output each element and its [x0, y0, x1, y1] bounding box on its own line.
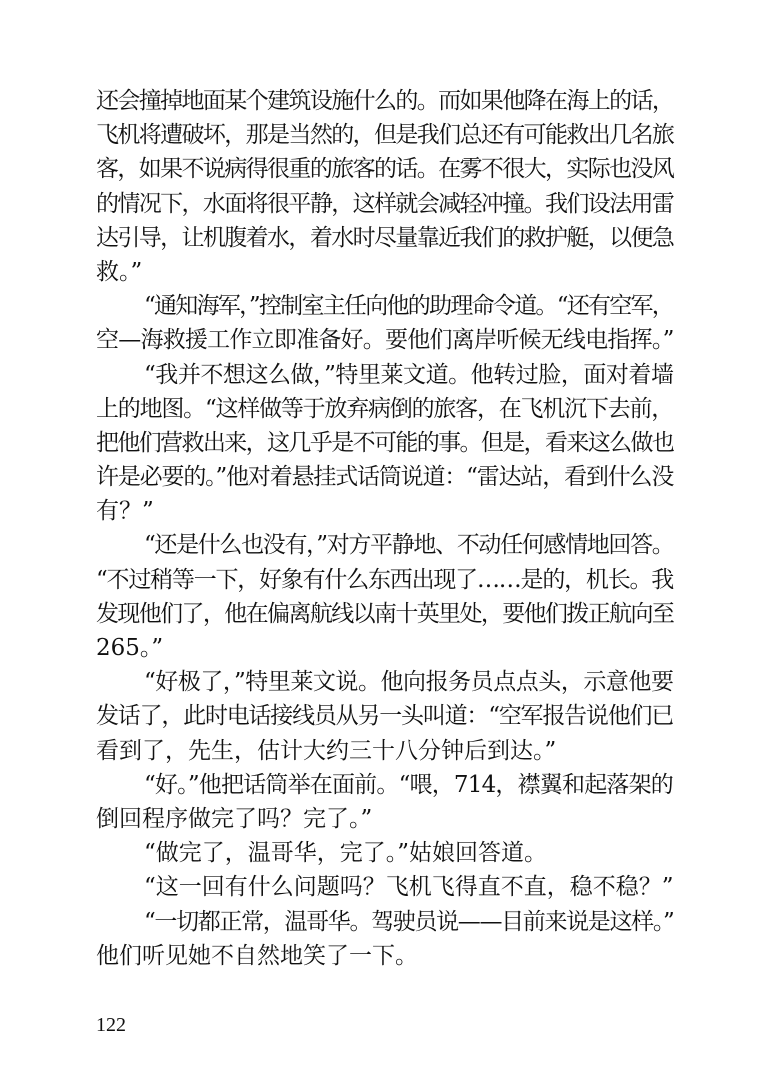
text-line: 他们听见她不自然地笑了一下。: [96, 942, 418, 969]
text-line: “通知海军，”控制室主任向他的助理命令道。“还有空军，: [144, 293, 674, 320]
text-line: 飞机将遭破坏，那是当然的，但是我们总还有可能救出几名旅: [96, 122, 674, 149]
text-line: “好极了，”特里莱文说。他向报务员点点头，示意他要: [144, 669, 674, 696]
text-line: 把他们营救出来，这几乎是不可能的事。但是，看来这么做也: [96, 429, 674, 456]
text-line: “我并不想这么做，”特里莱文道。他转过脸，面对着墙: [144, 361, 674, 388]
text-line: 265。”: [96, 635, 164, 661]
text-line: 的情况下，水面将很平静，这样就会减轻冲撞。我们设法用雷: [96, 190, 674, 217]
text-line: 空—海救援工作立即准备好。要他们离岸听候无线电指挥。”: [96, 327, 674, 354]
text-line: 发话了，此时电话接线员从另一头叫道：“空军报告说他们已: [96, 703, 674, 730]
text-line: 有？”: [96, 498, 154, 525]
page-body: [96, 84, 676, 973]
text-line: “好。”他把话筒举在面前。“喂，714，襟翼和起落架的: [144, 771, 673, 798]
text-line: 看到了，先生，估计大约三十八分钟后到达。”: [96, 737, 557, 764]
text-line: “不过稍等一下，好象有什么东西出现了……是的，机长。我: [96, 566, 674, 593]
page-number: 122: [96, 1014, 126, 1036]
text-line: “还是什么也没有，”对方平静地、不动任何感情地回答。: [144, 532, 674, 559]
text-line: 还会撞掉地面某个建筑设施什么的。而如果他降在海上的话，: [96, 88, 674, 114]
text-line: 上的地图。“这样做等于放弃病倒的旅客，在飞机沉下去前，: [96, 395, 674, 422]
text-line: “做完了，温哥华，完了。”姑娘回答道。: [144, 840, 548, 867]
text-line: 发现他们了，他在偏离航线以南十英里处，要他们拨正航向至: [96, 600, 674, 627]
text-line: “这一回有什么问题吗？飞机飞得直不直，稳不稳？”: [144, 874, 674, 901]
text-line: 许是必要的。”他对着悬挂式话筒说道：“雷达站，看到什么没: [96, 464, 674, 491]
text-line: 救。”: [96, 258, 143, 285]
text-line: 倒回程序做完了吗？完了。”: [96, 805, 373, 832]
text-line: “一切都正常，温哥华。驾驶员说——目前来说是这样。”: [144, 908, 674, 935]
text-line: 客，如果不说病得很重的旅客的话。在雾不很大，实际也没风: [96, 156, 674, 183]
text-line: 达引导，让机腹着水，着水时尽量靠近我们的救护艇，以便急: [96, 224, 674, 251]
